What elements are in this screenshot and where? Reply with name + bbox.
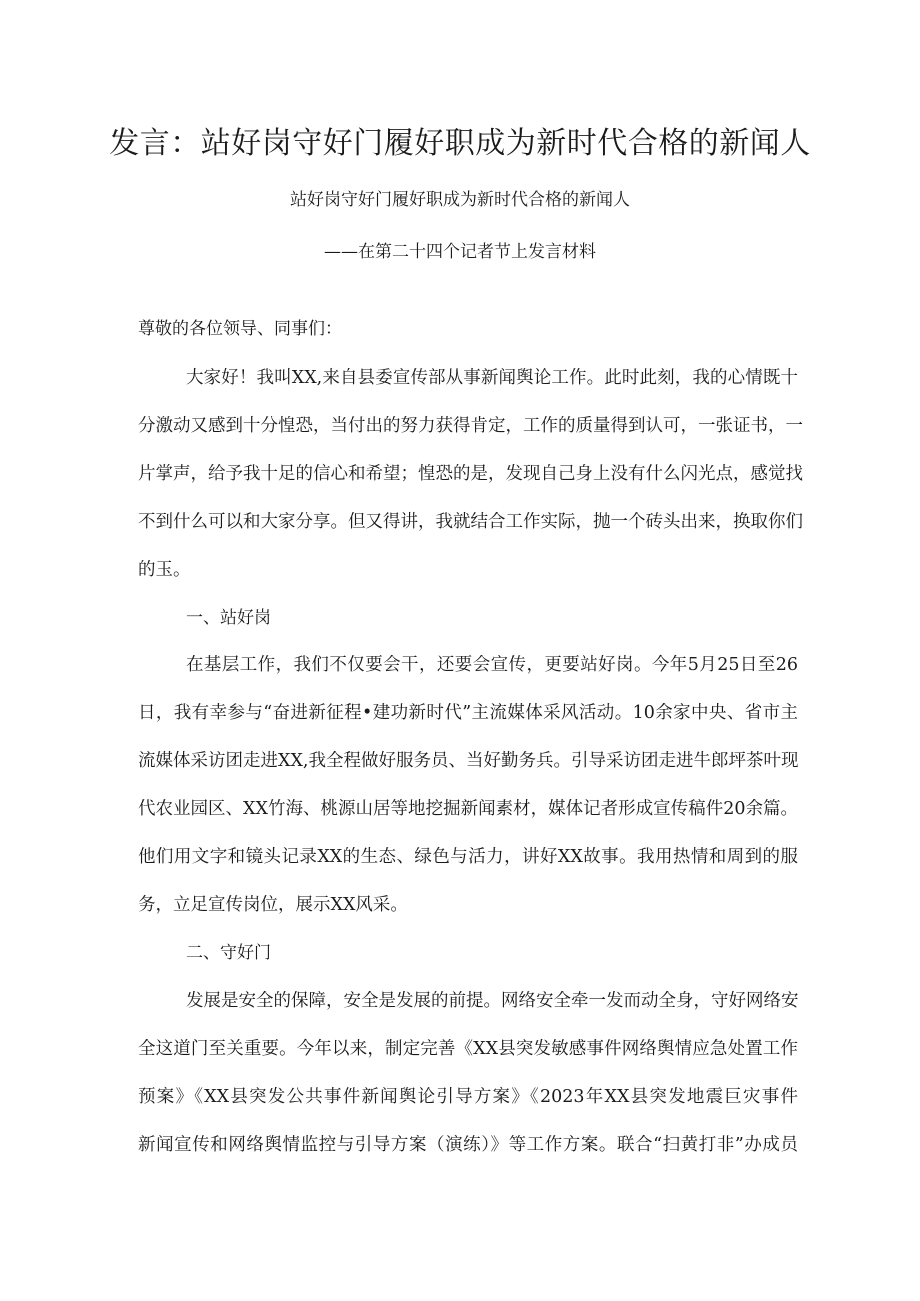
document-title: 发言：站好岗守好门履好职成为新时代合格的新闻人 xyxy=(109,126,811,161)
document-subtitle-2: ——在第二十四个记者节上发言材料 xyxy=(324,242,596,262)
paragraph-line: 流媒体采访团走进XX,我全程做好服务员、当好勤务兵。引导采访团走进牛郎坪茶叶现 xyxy=(138,751,799,771)
paragraph-line: 预案》《XX县突发公共事件新闻舆论引导方案》《2023年XX县突发地震巨灾事件 xyxy=(138,1087,798,1107)
paragraph-line: 在基层工作，我们不仅要会干，还要会宣传，更要站好岗。今年5月25日至26 xyxy=(186,655,798,675)
section-heading-2: 二、守好门 xyxy=(186,943,271,963)
paragraph-line: 分激动又感到十分惶恐，当付出的努力获得肯定，工作的质量得到认可，一张证书，一 xyxy=(138,416,803,436)
paragraph-line: 大家好！我叫XX,来自县委宣传部从事新闻舆论工作。此时此刻，我的心情既十 xyxy=(186,368,798,388)
paragraph-line: 发展是安全的保障，安全是发展的前提。网络安全牵一发而动全身，守好网络安 xyxy=(186,991,799,1011)
paragraph-line: 片掌声，给予我十足的信心和希望；惶恐的是，发现自己身上没有什么闪光点，感觉找 xyxy=(138,464,803,484)
paragraph-line: 全这道门至关重要。今年以来，制定完善《XX县突发敏感事件网络舆情应急处置工作 xyxy=(138,1039,798,1059)
section-heading-1: 一、站好岗 xyxy=(186,608,271,628)
paragraph-line: 他们用文字和镜头记录XX的生态、绿色与活力，讲好XX故事。我用热情和周到的服 xyxy=(138,847,798,867)
paragraph-line: 的玉。 xyxy=(138,560,191,580)
paragraph-line: 代农业园区、XX竹海、桃源山居等地挖掘新闻素材，媒体记者形成宣传稿件20余篇。 xyxy=(138,799,798,819)
document-subtitle: 站好岗守好门履好职成为新时代合格的新闻人 xyxy=(290,190,630,210)
paragraph-line: 务，立足宣传岗位，展示XX风采。 xyxy=(138,895,408,915)
paragraph-line: 不到什么可以和大家分享。但又得讲，我就结合工作实际，抛一个砖头出来，换取你们 xyxy=(138,512,803,532)
paragraph-line: 日，我有幸参与“奋进新征程•建功新时代”主流媒体采风活动。10余家中央、省市主 xyxy=(138,703,798,723)
salutation: 尊敬的各位领导、同事们： xyxy=(138,319,342,339)
paragraph-line: 新闻宣传和网络舆情监控与引导方案（演练）》等工作方案。联合“扫黄打非”办成员 xyxy=(138,1135,798,1155)
